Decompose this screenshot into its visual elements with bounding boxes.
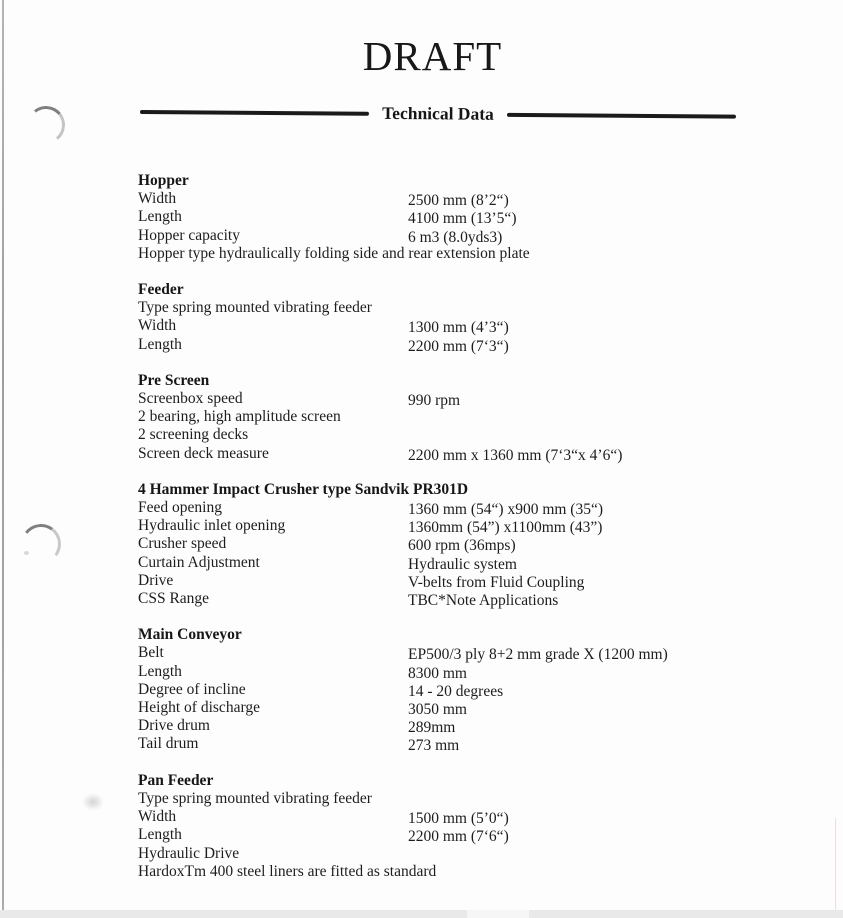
- spec-row: [138, 554, 738, 572]
- spec-label: Crusher speed: [138, 535, 227, 553]
- spec-value: 1360mm (54”) x1100mm (43”): [408, 519, 603, 537]
- section-heading: 4 Hammer Impact Crusher type Sandvik PR301D: [138, 480, 469, 498]
- spec-row: [138, 790, 738, 808]
- spec-section: [138, 281, 738, 354]
- scan-right-edge-mark: [835, 818, 836, 910]
- spec-sections: [138, 172, 738, 881]
- spec-label: Degree of incline: [138, 680, 246, 698]
- spec-section: [138, 626, 738, 753]
- spec-row: [138, 408, 738, 426]
- spec-label: Width: [138, 317, 177, 335]
- spec-row: [138, 644, 738, 662]
- scan-speck: [24, 551, 29, 555]
- spec-row: [138, 863, 738, 881]
- spec-section: [138, 172, 738, 263]
- document-subtitle: Technical Data: [382, 102, 494, 124]
- section-heading: Hopper: [138, 172, 189, 189]
- spec-section: [138, 772, 738, 881]
- spec-row: [138, 299, 738, 317]
- spec-row: [138, 336, 738, 354]
- spec-row: [138, 808, 738, 826]
- spec-value: 990 rpm: [408, 392, 461, 410]
- spec-label: Length: [138, 208, 182, 226]
- spec-row: [138, 681, 738, 699]
- spec-row: [138, 245, 738, 263]
- spec-row: [138, 535, 738, 553]
- spec-row: [138, 426, 738, 444]
- spec-label: Drive: [138, 571, 174, 589]
- spec-value: 289mm: [408, 719, 456, 737]
- spec-label: Screenbox speed: [138, 390, 243, 408]
- section-heading: Feeder: [138, 281, 184, 299]
- spec-row: [138, 845, 738, 863]
- spec-label: Length: [138, 826, 182, 844]
- scan-bottom-edge-gap: [467, 910, 529, 918]
- hole-punch-mark-top: [25, 104, 67, 146]
- spec-label: Belt: [138, 644, 164, 662]
- spec-value: 8300 mm: [408, 664, 467, 682]
- spec-value: EP500/3 ply 8+2 mm grade X (1200 mm): [408, 646, 668, 664]
- spec-row: [138, 717, 738, 735]
- spec-value: 2500 mm (8’2“): [408, 192, 509, 210]
- spec-label: Screen deck measure: [138, 444, 269, 462]
- spec-value: 273 mm: [408, 737, 460, 755]
- spec-value: 1360 mm (54“) x900 mm (35“): [408, 501, 604, 519]
- spec-row: [138, 227, 738, 245]
- spec-row: [138, 208, 738, 226]
- divider-line-right: [507, 112, 736, 118]
- spec-section: [138, 372, 738, 463]
- spec-value: 600 rpm (36mps): [408, 537, 516, 555]
- spec-row: [138, 826, 738, 844]
- spec-value: Hydraulic system: [408, 555, 517, 573]
- spec-value: TBC*Note Applications: [408, 592, 559, 610]
- spec-label: CSS Range: [138, 590, 210, 608]
- spec-row: [138, 699, 738, 717]
- spec-label: Hydraulic Drive: [138, 844, 240, 862]
- spec-label: Width: [138, 808, 177, 826]
- section-heading: Pre Screen: [138, 371, 210, 389]
- hole-punch-mark-middle: [18, 521, 63, 566]
- spec-value: 2200 mm (7‘6“): [408, 828, 509, 846]
- spec-label: Tail drum: [138, 735, 199, 753]
- section-heading: Main Conveyor: [138, 626, 242, 644]
- spec-label: Length: [138, 335, 182, 353]
- spec-row: [138, 663, 738, 681]
- spec-value: 14 - 20 degrees: [408, 682, 504, 700]
- spec-label: Feed opening: [138, 499, 222, 517]
- spec-label: Drive drum: [138, 717, 210, 735]
- spec-label: Length: [138, 662, 182, 680]
- spec-label: Width: [138, 190, 177, 208]
- spec-section: [138, 481, 738, 608]
- spec-value: 4100 mm (13’5“): [408, 210, 517, 228]
- spec-label: Height of discharge: [138, 699, 260, 717]
- spec-value: 1300 mm (4’3“): [408, 319, 509, 337]
- spec-row: [138, 445, 738, 463]
- section-divider: [140, 101, 736, 127]
- spec-row: [138, 572, 738, 590]
- scan-left-edge-line: [2, 0, 4, 918]
- scan-bottom-edge: [0, 910, 843, 918]
- spec-row: [138, 190, 738, 208]
- spec-value: 6 m3 (8.0yds3): [408, 228, 503, 246]
- spec-label: Hopper type hydraulically folding side and rear extension plate: [138, 244, 530, 262]
- section-heading: Pan Feeder: [138, 771, 214, 789]
- spec-label: 2 bearing, high amplitude screen: [138, 408, 341, 426]
- document-title: DRAFT: [362, 33, 503, 79]
- spec-row: [138, 390, 738, 408]
- scan-smudge: [82, 793, 104, 811]
- spec-label: Hydraulic inlet opening: [138, 517, 286, 535]
- spec-value: 2200 mm x 1360 mm (7‘3“x 4’6“): [408, 446, 623, 464]
- spec-row: [138, 590, 738, 608]
- spec-value: V-belts from Fluid Coupling: [408, 573, 585, 591]
- spec-label: Hopper capacity: [138, 226, 240, 244]
- spec-label: Type spring mounted vibrating feeder: [138, 789, 372, 807]
- spec-value: 2200 mm (7‘3“): [408, 337, 509, 355]
- spec-label: HardoxTm 400 steel liners are fitted as standard: [138, 862, 437, 880]
- spec-label: Type spring mounted vibrating feeder: [138, 299, 372, 317]
- spec-label: Curtain Adjustment: [138, 553, 260, 571]
- spec-value: 1500 mm (5’0“): [408, 810, 509, 828]
- spec-row: [138, 317, 738, 335]
- spec-value: 3050 mm: [408, 701, 467, 719]
- divider-line-left: [140, 110, 369, 116]
- spec-label: 2 screening decks: [138, 426, 249, 444]
- spec-row: [138, 517, 738, 535]
- spec-row: [138, 499, 738, 517]
- spec-row: [138, 735, 738, 753]
